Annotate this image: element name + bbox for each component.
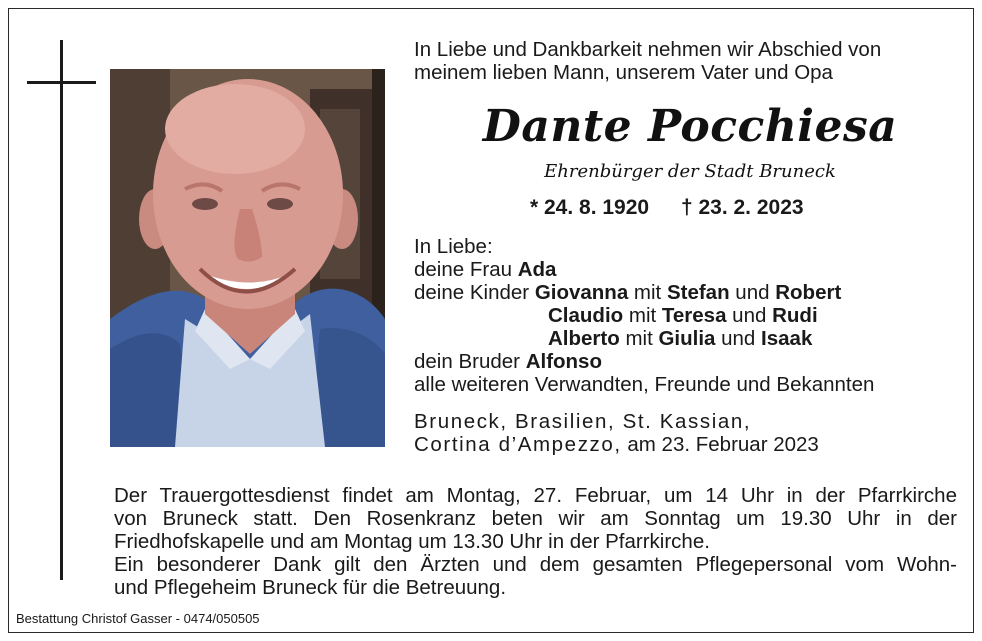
family-children-3 bbox=[414, 327, 874, 350]
wife-prefix: deine Frau bbox=[414, 258, 518, 281]
connector: mit bbox=[628, 281, 667, 304]
death-date: † 23. 2. 2023 bbox=[680, 196, 804, 219]
family-list bbox=[414, 235, 874, 396]
life-dates bbox=[530, 196, 804, 220]
thanks-line-1: Ein besonderer Dank gilt den Ärzten und dem gesamten Pflegepersonal vom Wohn- bbox=[114, 553, 957, 576]
family-heading: In Liebe: bbox=[414, 235, 493, 258]
cross-icon-horizontal bbox=[27, 81, 96, 84]
brother-name: Alfonso bbox=[525, 350, 602, 373]
connector: und bbox=[729, 281, 776, 304]
family-children-1 bbox=[414, 281, 874, 304]
service-line-1: Der Trauergottesdienst findet am Montag, 27. Februar, um 14 Uhr in der Pfarrkirche bbox=[114, 484, 957, 507]
connector: mit bbox=[619, 327, 659, 350]
family-brother bbox=[414, 350, 874, 373]
birth-date: * 24. 8. 1920 bbox=[530, 196, 650, 219]
connector: und bbox=[715, 327, 762, 350]
service-announcement bbox=[114, 484, 957, 599]
child-name: Claudio bbox=[548, 304, 624, 327]
partner-name: Giulia bbox=[658, 327, 716, 350]
deceased-name: Dante Pocchiesa bbox=[482, 101, 898, 152]
cross-icon-vertical bbox=[60, 40, 63, 580]
place-line-1: Bruneck, Brasilien, St. Kassian, bbox=[414, 410, 752, 433]
thanks-line-2: und Pflegeheim Bruneck für die Betreuung. bbox=[114, 576, 507, 599]
grandchild-name: Rudi bbox=[772, 304, 818, 327]
family-children-2 bbox=[414, 304, 874, 327]
family-others: alle weiteren Verwandten, Freunde und Bekannten bbox=[414, 373, 875, 396]
place-date: am 23. Februar 2023 bbox=[621, 433, 819, 456]
honorary-title: Ehrenbürger der Stadt Bruneck bbox=[544, 161, 836, 182]
place-and-date bbox=[414, 410, 819, 456]
child-name: Alberto bbox=[548, 327, 620, 350]
service-line-2: von Bruneck statt. Den Rosenkranz beten wir am Sonntag um 19.30 Uhr in der bbox=[114, 507, 957, 530]
grandchild-name: Isaak bbox=[761, 327, 813, 350]
place-city: Cortina d’Ampezzo, bbox=[414, 433, 622, 456]
child-name: Giovanna bbox=[534, 281, 629, 304]
connector: mit bbox=[623, 304, 662, 327]
intro-line-1: In Liebe und Dankbarkeit nehmen wir Abschied von bbox=[414, 38, 882, 61]
wife-name: Ada bbox=[517, 258, 557, 281]
children-prefix: deine Kinder bbox=[414, 281, 535, 304]
partner-name: Stefan bbox=[666, 281, 730, 304]
funeral-home-footer: Bestattung Christof Gasser - 0474/050505 bbox=[16, 611, 260, 626]
family-wife bbox=[414, 258, 874, 281]
grandchild-name: Robert bbox=[775, 281, 842, 304]
connector: und bbox=[726, 304, 773, 327]
brother-prefix: dein Bruder bbox=[414, 350, 526, 373]
intro-text bbox=[414, 38, 881, 84]
place-line-2 bbox=[414, 433, 819, 456]
partner-name: Teresa bbox=[661, 304, 727, 327]
intro-line-2: meinem lieben Mann, unserem Vater und Opa bbox=[414, 61, 833, 84]
service-line-3: Friedhofskapelle und am Montag um 13.30 Uhr in der Pfarrkirche. bbox=[114, 530, 710, 553]
portrait-photo bbox=[110, 69, 385, 447]
